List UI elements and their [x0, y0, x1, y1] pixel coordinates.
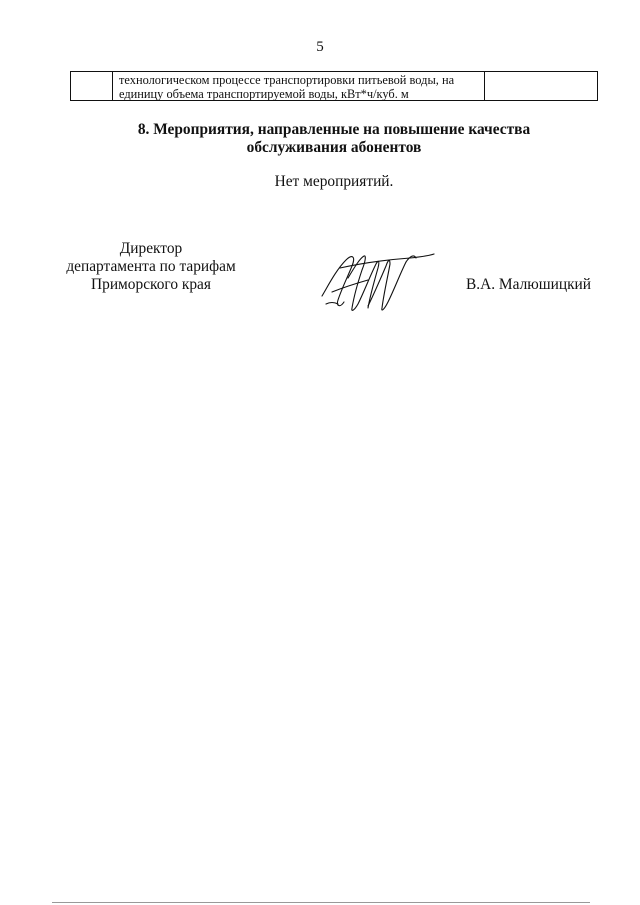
section-heading-line-1: 8. Мероприятия, направленные на повышение качества — [137, 121, 531, 138]
table-cell-description — [113, 72, 485, 100]
table-cell-value — [485, 72, 597, 100]
table-text-line-1: технологическом процессе транспортировки питьевой воды, на — [119, 73, 455, 87]
indicator-table-row — [70, 71, 598, 101]
section-heading — [0, 121, 640, 157]
section-heading-line-2: обслуживания абонентов — [246, 139, 422, 156]
bottom-divider — [52, 902, 590, 903]
signatory-title-line-3: Приморского края — [91, 276, 211, 293]
handwritten-signature — [318, 248, 438, 316]
section-body-text: Нет мероприятий. — [274, 173, 394, 190]
signer-name: В.А. Малюшицкий — [466, 276, 592, 293]
table-text-line-2: единицу объема транспортируемой воды, кВт*ч/куб. м — [119, 87, 409, 100]
signatory-title-line-1: Директор — [119, 240, 183, 257]
signatory-title-line-2: департамента по тарифам — [66, 258, 236, 275]
signatory-title — [62, 240, 240, 294]
table-cell-number — [71, 72, 113, 100]
page-number: 5 — [316, 39, 324, 55]
